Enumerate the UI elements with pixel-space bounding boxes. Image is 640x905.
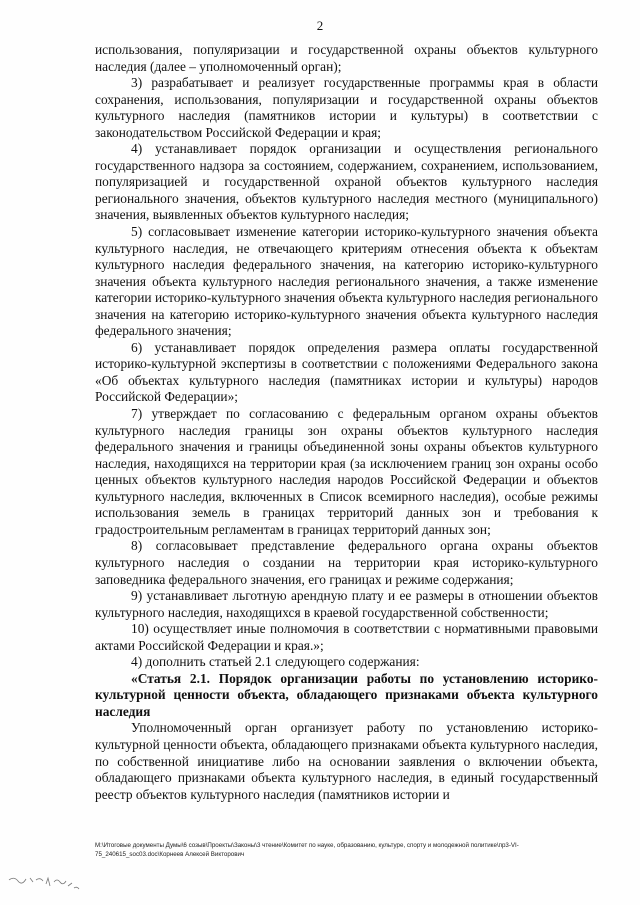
paragraph: 9) устанавливает льготную арендную плату и ее размеры в отношении объектов культурного наследия, находящихся в краевой государственной собственности; (95, 588, 598, 620)
paragraph: 4) устанавливает порядок организации и осуществления регионального государственного надзора за состоянием, содержанием, сохранением, использованием, популяризацией и государственной охраной объектов культурного наследия регионального значения, объектов культурного наследия местного (муниципального) значения, выявленных объектов культурного наследия; (95, 141, 598, 223)
document-body (95, 42, 598, 803)
paragraph: 10) осуществляет иные полномочия в соответствии с нормативными правовыми актами Российской Федерации и края.»; (95, 621, 598, 653)
paragraph: 3) разрабатывает и реализует государственные программы края в области сохранения, использования, популяризации и государственной охраны объектов культурного наследия (памятников истории и культуры) в соответствии с законодательством Российской Федерации и края; (95, 75, 598, 140)
paragraph: использования, популяризации и государственной охраны объектов культурного наследия (далее – уполномоченный орган); (95, 42, 598, 74)
paragraph: 8) согласовывает представление федерального органа охраны объектов культурного наследия о создании на территории края историко-культурного заповедника федерального значения, его границах и режиме содержания; (95, 538, 598, 587)
page-number: 2 (316, 18, 324, 33)
paragraph: 4) дополнить статьей 2.1 следующего содержания: (131, 654, 420, 670)
paragraph: 7) утверждает по согласованию с федеральным органом охраны объектов культурного наследия границы зон охраны объектов культурного наследия федерального значения и границы объединенной зоны охраны объектов культурного наследия, находящихся на территории края (за исключением границ зон охраны особо ценных объектов культурного наследия народов Российской Федерации и объектов культурного наследия, включенных в Список всемирного наследия), особые режимы использования земель в границах территорий данных зон и требования к градостроительным регламентам в границах территорий данных зон; (95, 406, 598, 537)
paragraph: Уполномоченный орган организует работу по установлению историко-культурной ценности объекта, обладающего признаками объекта культурного наследия, по собственной инициативе либо на основании заявления о включении объекта, обладающего признаками объекта культурного наследия, в единый государственный реестр объектов культурного наследия (памятников истории и (95, 720, 598, 802)
paragraph: 6) устанавливает порядок определения размера оплаты государственной историко-культурной экспертизы в соответствии с положениями Федерального закона «Об объектах культурного наследия (памятниках истории и культуры) народов Российской Федерации»; (95, 339, 598, 405)
article-heading: «Статья 2.1. Порядок организации работы по установлению историко-культурной ценности объекта, обладающего признаками объекта культурного наследия (95, 670, 598, 719)
file-path-footer: M:\Итоговые документы Думы\6 созыв\Проекты\Законы\3 чтение\Комитет по науке, образованию, культуре, спорту и молодежной политике\пр3-VI-75_240615_soc03.doc\Корнеев Алексей Викторович (95, 842, 519, 858)
paragraph: 5) согласовывает изменение категории историко-культурного значения объекта культурного наследия, не отвечающего критериям отнесения объекта к объектам культурного наследия федерального значения, на категорию историко-культурного значения объекта культурного наследия регионального значения, а также изменение категории историко-культурного значения объекта культурного наследия регионального значения на категорию историко-культурного значения объекта культурного наследия федерального значения; (95, 224, 598, 339)
handwritten-scribble (6, 870, 96, 895)
